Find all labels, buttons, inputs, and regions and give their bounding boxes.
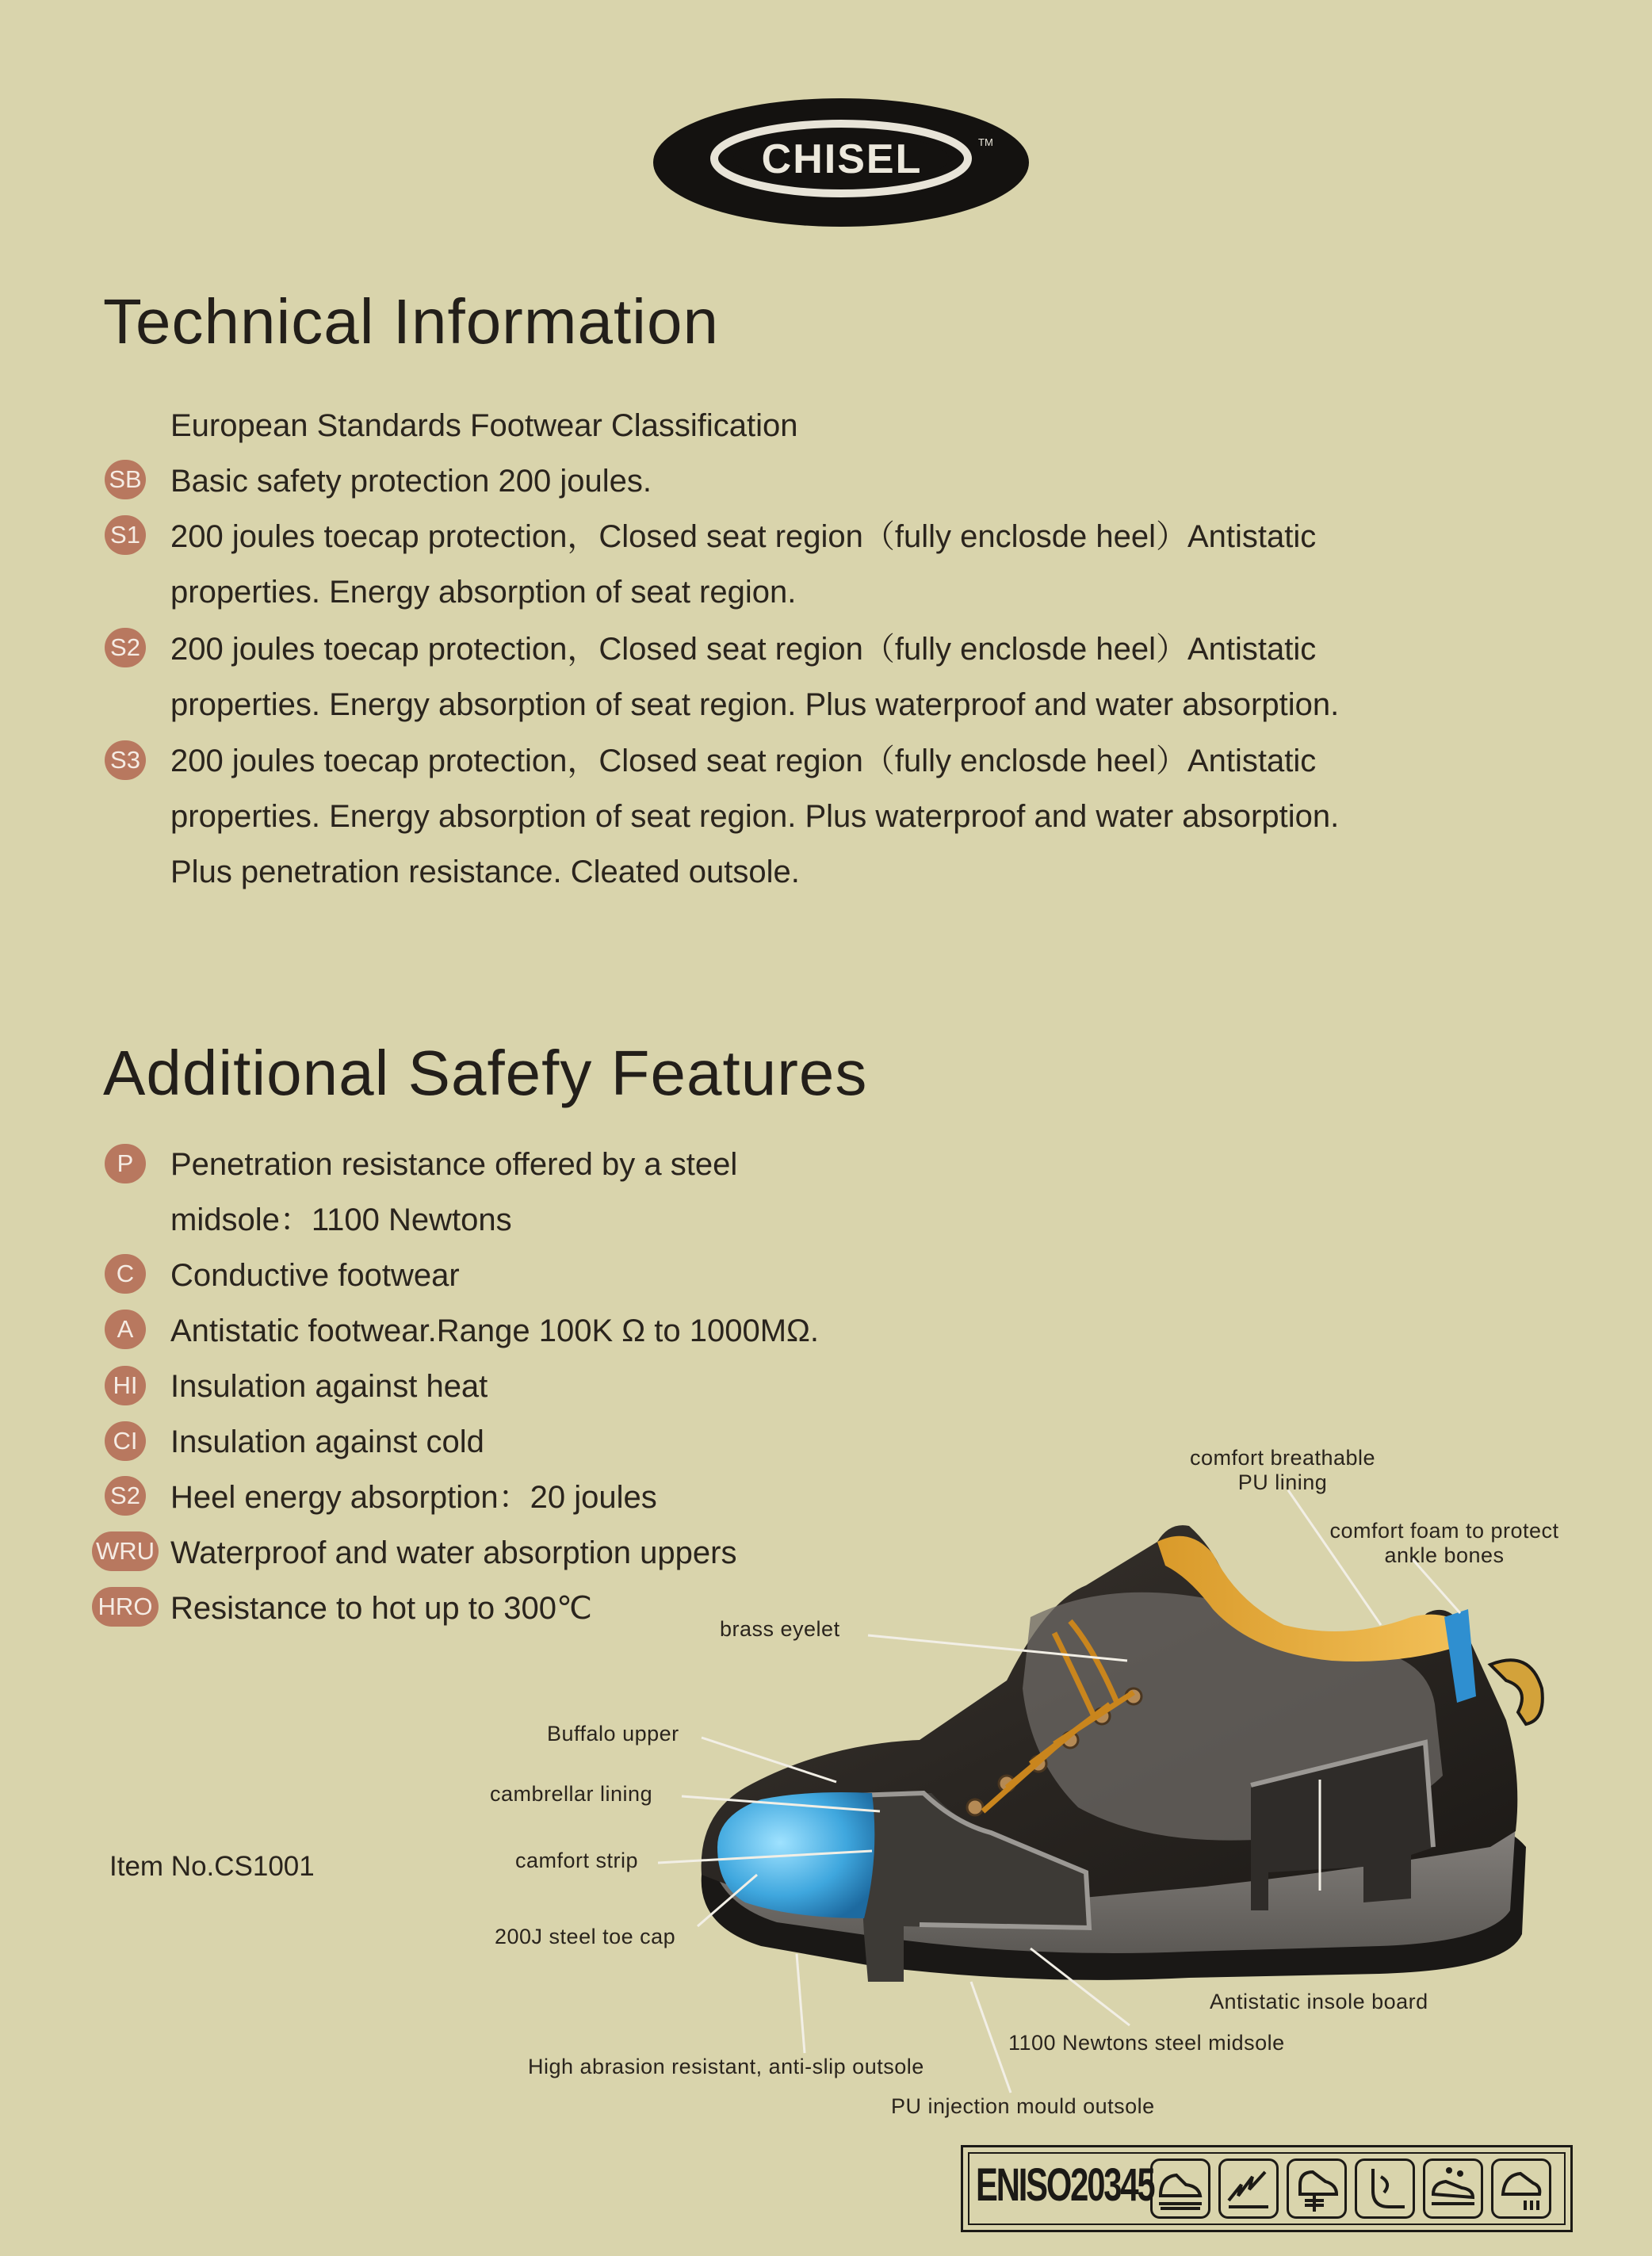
s3-description-line-2: properties. Energy absorption of seat region. Plus waterproof and water absorption. xyxy=(170,799,1340,834)
callout-ankle-foam xyxy=(1317,1519,1571,1568)
item-number: Item No.CS1001 xyxy=(109,1851,315,1882)
sb-description: Basic safety protection 200 joules. xyxy=(170,464,652,499)
callout-lining xyxy=(1148,1446,1417,1495)
heat-resistance-icon xyxy=(1491,2158,1551,2219)
badge-s2: S2 xyxy=(105,628,146,667)
logo-text: CHISEL xyxy=(761,136,923,182)
s2-description-line-1: 200 joules toecap protection，Closed seat region（fully enclosde heel）Antistatic xyxy=(170,632,1317,667)
heel-description: Heel energy absorption：20 joules xyxy=(170,1480,657,1515)
additional-heading: Additional Safefy Features xyxy=(103,1038,868,1108)
badge-s2-heel: S2 xyxy=(105,1476,146,1516)
technical-heading: Technical Information xyxy=(103,286,719,357)
callout-foam-line-2: ankle bones xyxy=(1384,1543,1505,1567)
badge-hro: HRO xyxy=(92,1587,159,1627)
callout-steel-midsole: 1100 Newtons steel midsole xyxy=(1008,2031,1285,2055)
badge-s3: S3 xyxy=(105,740,146,780)
heel-energy-icon xyxy=(1355,2158,1415,2219)
callout-insole-board: Antistatic insole board xyxy=(1210,1990,1428,2013)
certification-code: ENISO20345 xyxy=(976,2159,1154,2211)
badge-wru: WRU xyxy=(92,1531,159,1571)
s2-description-line-2: properties. Energy absorption of seat region. Plus waterproof and water absorption. xyxy=(170,687,1340,722)
badge-c: C xyxy=(105,1254,146,1294)
c-description: Conductive footwear xyxy=(170,1258,460,1293)
technical-intro: European Standards Footwear Classification xyxy=(170,408,798,443)
p-description-line-2: midsole：1100 Newtons xyxy=(170,1203,512,1237)
badge-sb: SB xyxy=(105,460,146,499)
badge-ci: CI xyxy=(105,1421,146,1461)
a-description: Antistatic footwear.Range 100K Ω to 1000MΩ. xyxy=(170,1313,820,1348)
slip-resistance-icon xyxy=(1150,2158,1210,2219)
badge-s1: S1 xyxy=(105,515,146,555)
s1-description-line-1: 200 joules toecap protection，Closed seat region（fully enclosde heel）Antistatic xyxy=(170,519,1317,554)
badge-hi: HI xyxy=(105,1366,146,1405)
callout-lining-line-2: PU lining xyxy=(1237,1470,1328,1494)
badge-a: A xyxy=(105,1310,146,1349)
callout-foam-line-1: comfort foam to protect xyxy=(1329,1519,1559,1543)
callout-brass-eyelet: brass eyelet xyxy=(720,1617,840,1641)
ci-description: Insulation against cold xyxy=(170,1424,484,1459)
certification-strip xyxy=(961,2145,1573,2232)
callout-steel-toe-cap: 200J steel toe cap xyxy=(495,1925,676,1948)
callout-comfort-strip: camfort strip xyxy=(515,1849,639,1872)
wru-description: Waterproof and water absorption uppers xyxy=(170,1535,737,1570)
s3-description-line-3: Plus penetration resistance. Cleated outsole. xyxy=(170,855,800,889)
badge-p: P xyxy=(105,1144,146,1183)
hro-description: Resistance to hot up to 300℃ xyxy=(170,1591,592,1626)
antistatic-icon xyxy=(1218,2158,1279,2219)
penetration-icon xyxy=(1287,2158,1347,2219)
p-description-line-1: Penetration resistance offered by a steel xyxy=(170,1147,738,1182)
s1-description-line-2: properties. Energy absorption of seat region. xyxy=(170,575,797,610)
callout-lining-line-1: comfort breathable xyxy=(1189,1446,1376,1470)
water-resistance-icon xyxy=(1423,2158,1483,2219)
s3-description-line-1: 200 joules toecap protection，Closed seat region（fully enclosde heel）Antistatic xyxy=(170,744,1317,778)
callout-antislip-outsole: High abrasion resistant, anti-slip outsole xyxy=(528,2055,924,2078)
callout-buffalo-upper: Buffalo upper xyxy=(547,1722,679,1746)
hi-description: Insulation against heat xyxy=(170,1369,488,1404)
callout-cambrellar-lining: cambrellar lining xyxy=(490,1782,653,1806)
trademark-mark: TM xyxy=(978,136,993,148)
callout-pu-outsole: PU injection mould outsole xyxy=(891,2094,1155,2118)
